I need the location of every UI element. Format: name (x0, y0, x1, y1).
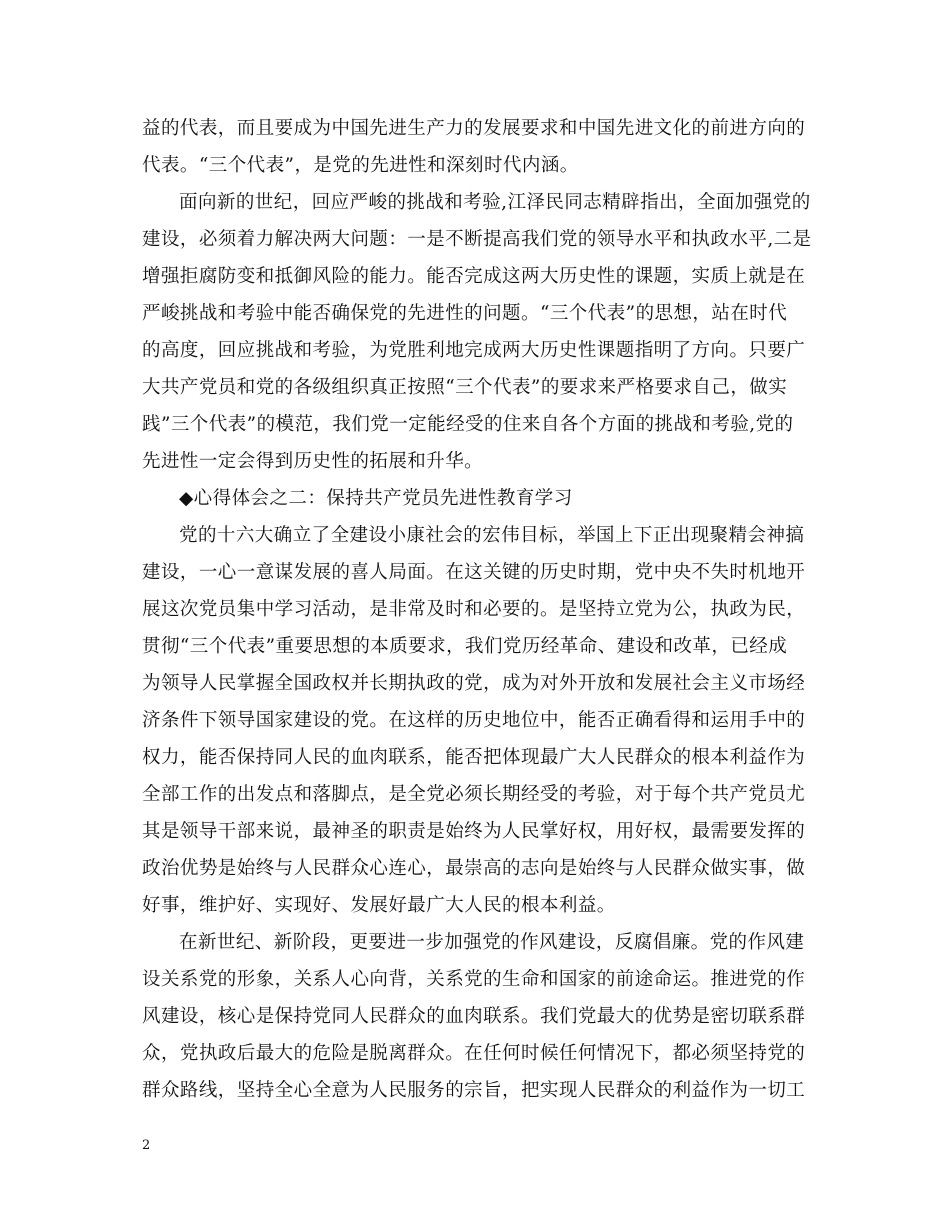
text-line: 风建设，核心是保持党同人民群众的血肉联系。我们党最大的优势是密切联系群 (142, 1006, 806, 1027)
text-line: 建设，一心一意谋发展的喜人局面。在这关键的历史时期，党中央不失时机地开 (142, 562, 806, 583)
text-line: 展这次党员集中学习活动，是非常及时和必要的。是坚持立党为公，执政为民， (142, 599, 806, 620)
text-line: 先进性一定会得到历史性的拓展和升华。 (142, 451, 484, 472)
text-line: 政治优势是始终与人民群众心连心，最崇高的志向是始终与人民群众做实事，做 (142, 858, 806, 879)
text-line: 众，党执政后最大的危险是脱离群众。在任何时候任何情况下，都必须坚持党的 (142, 1043, 806, 1064)
text-line: 代表。“三个代表”，是党的先进性和深刻时代内涵。 (142, 155, 579, 176)
text-line: 增强拒腐防变和抵御风险的能力。能否完成这两大历史性的课题，实质上就是在 (142, 266, 806, 287)
text-line: 为领导人民掌握全国政权并长期执政的党，成为对外开放和发展社会主义市场经 (142, 673, 806, 694)
text-line: 严峻挑战和考验中能否确保党的先进性的问题。“三个代表”的思想，站在时代 (142, 303, 788, 324)
text-line: 益的代表，而且要成为中国先进生产力的发展要求和中国先进文化的前进方向的 (142, 118, 806, 139)
text-line: 建设，必须着力解决两大问题：一是不断提高我们党的领导水平和执政水平,二是 (142, 229, 812, 250)
text-line: 设关系党的形象，关系人心向背，关系党的生命和国家的前途命运。推进党的作 (142, 969, 806, 990)
text-line: 群众路线，坚持全心全意为人民服务的宗旨，把实现人民群众的利益作为一切工 (142, 1080, 806, 1101)
text-line: 践”三个代表”的模范，我们党一定能经受的住来自各个方面的挑战和考验,党的 (142, 414, 794, 435)
paragraph-first-line: 党的十六大确立了全建设小康社会的宏伟目标，举国上下正出现聚精会神搞 (179, 525, 805, 546)
text-line: 贯彻“三个代表”重要思想的本质要求，我们党历经革命、建设和改革，已经成 (142, 636, 788, 657)
paragraph-first-line: 面向新的世纪，回应严峻的挑战和考验,江泽民同志精辟指出，全面加强党的 (179, 192, 811, 213)
section-heading: ◆心得体会之二：保持共产党员先进性教育学习 (179, 488, 573, 509)
text-line: 大共产党员和党的各级组织真正按照“三个代表”的要求来严格要求自己，做实 (142, 377, 788, 398)
page-number: 2 (142, 1138, 151, 1153)
text-line: 权力，能否保持同人民的血肉联系，能否把体现最广大人民群众的根本利益作为 (142, 747, 806, 768)
text-line: 的高度，回应挑战和考验，为党胜利地完成两大历史性课题指明了方向。只要广 (142, 340, 806, 361)
text-line: 济条件下领导国家建设的党。在这样的历史地位中，能否正确看得和运用手中的 (142, 710, 806, 731)
text-line: 全部工作的出发点和落脚点，是全党必须长期经受的考验，对于每个共产党员尤 (142, 784, 806, 805)
paragraph-first-line: 在新世纪、新阶段，更要进一步加强党的作风建设，反腐倡廉。党的作风建 (179, 932, 805, 953)
text-line: 其是领导干部来说，最神圣的职责是始终为人民掌好权，用好权，最需要发挥的 (142, 821, 806, 842)
text-line: 好事，维护好、实现好、发展好最广大人民的根本利益。 (142, 895, 616, 916)
